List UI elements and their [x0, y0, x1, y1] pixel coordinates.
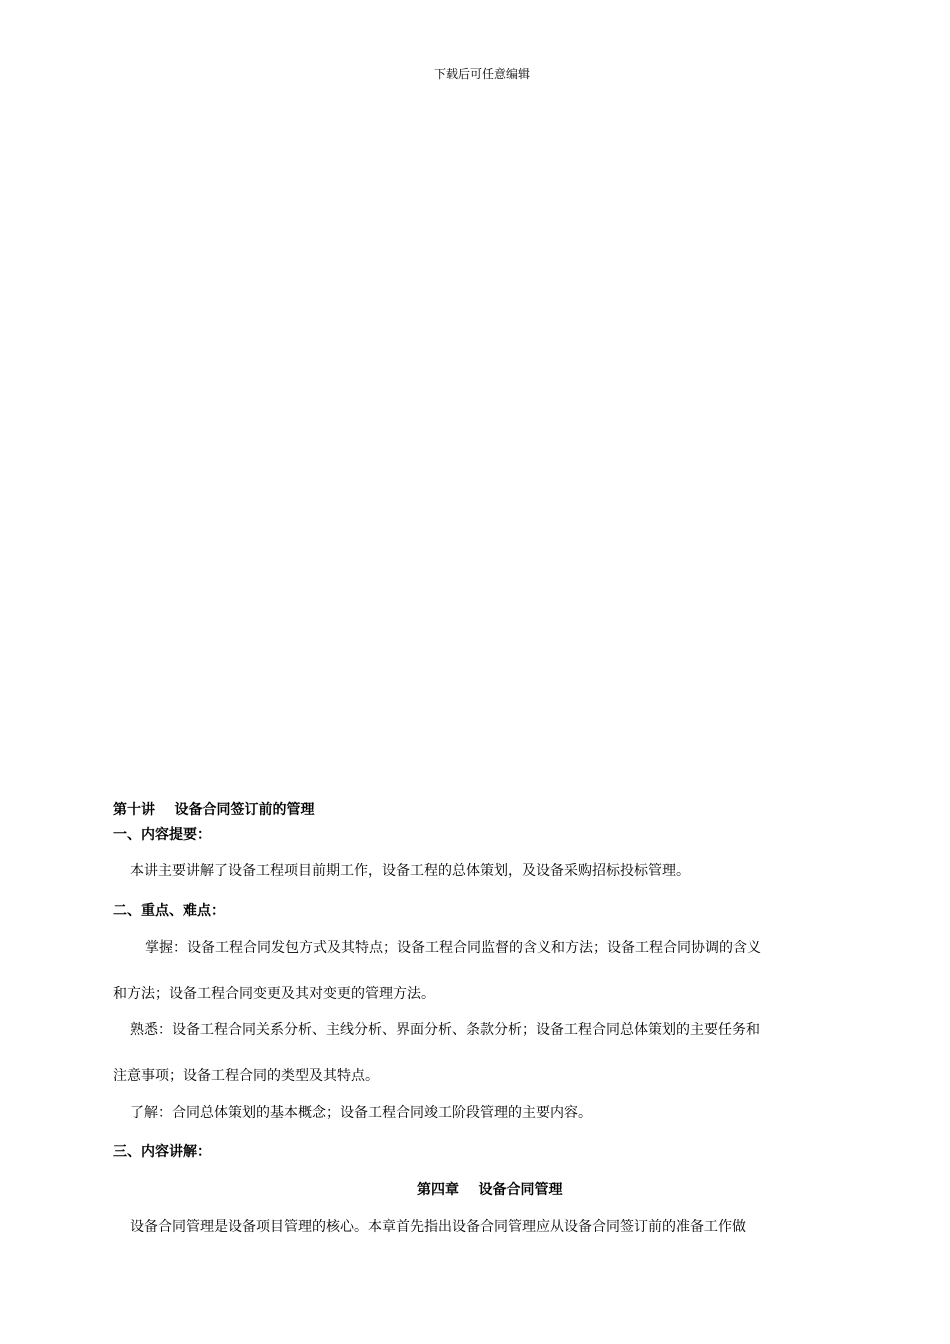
familiar-paragraph-line-2: 注意事项；设备工程合同的类型及其特点。	[113, 1068, 379, 1084]
section-heading-summary: 一、内容提要：	[113, 827, 211, 843]
familiar-paragraph-line-1: 熟悉：设备工程合同关系分析、主线分析、界面分析、条款分析；设备工程合同总体策划的主要任务和	[130, 1022, 760, 1038]
chapter-title: 第四章 设备合同管理	[417, 1182, 563, 1198]
master-paragraph-line-1: 掌握：设备工程合同发包方式及其特点；设备工程合同监督的含义和方法；设备工程合同协调的含义	[145, 940, 761, 956]
section-heading-content: 三、内容讲解：	[113, 1144, 211, 1160]
section-heading-key-points: 二、重点、难点：	[113, 903, 225, 919]
master-paragraph-line-2: 和方法；设备工程合同变更及其对变更的管理方法。	[113, 986, 435, 1002]
lecture-title: 第十讲 设备合同签订前的管理	[113, 802, 315, 818]
chapter-intro-paragraph: 设备合同管理是设备项目管理的核心。本章首先指出设备合同管理应从设备合同签订前的准备工作做	[130, 1219, 746, 1235]
page-header-note: 下载后可任意编辑	[433, 67, 530, 81]
summary-paragraph: 本讲主要讲解了设备工程项目前期工作，设备工程的总体策划，及设备采购招标投标管理。	[130, 863, 690, 879]
understand-paragraph: 了解：合同总体策划的基本概念；设备工程合同竣工阶段管理的主要内容。	[130, 1105, 592, 1121]
